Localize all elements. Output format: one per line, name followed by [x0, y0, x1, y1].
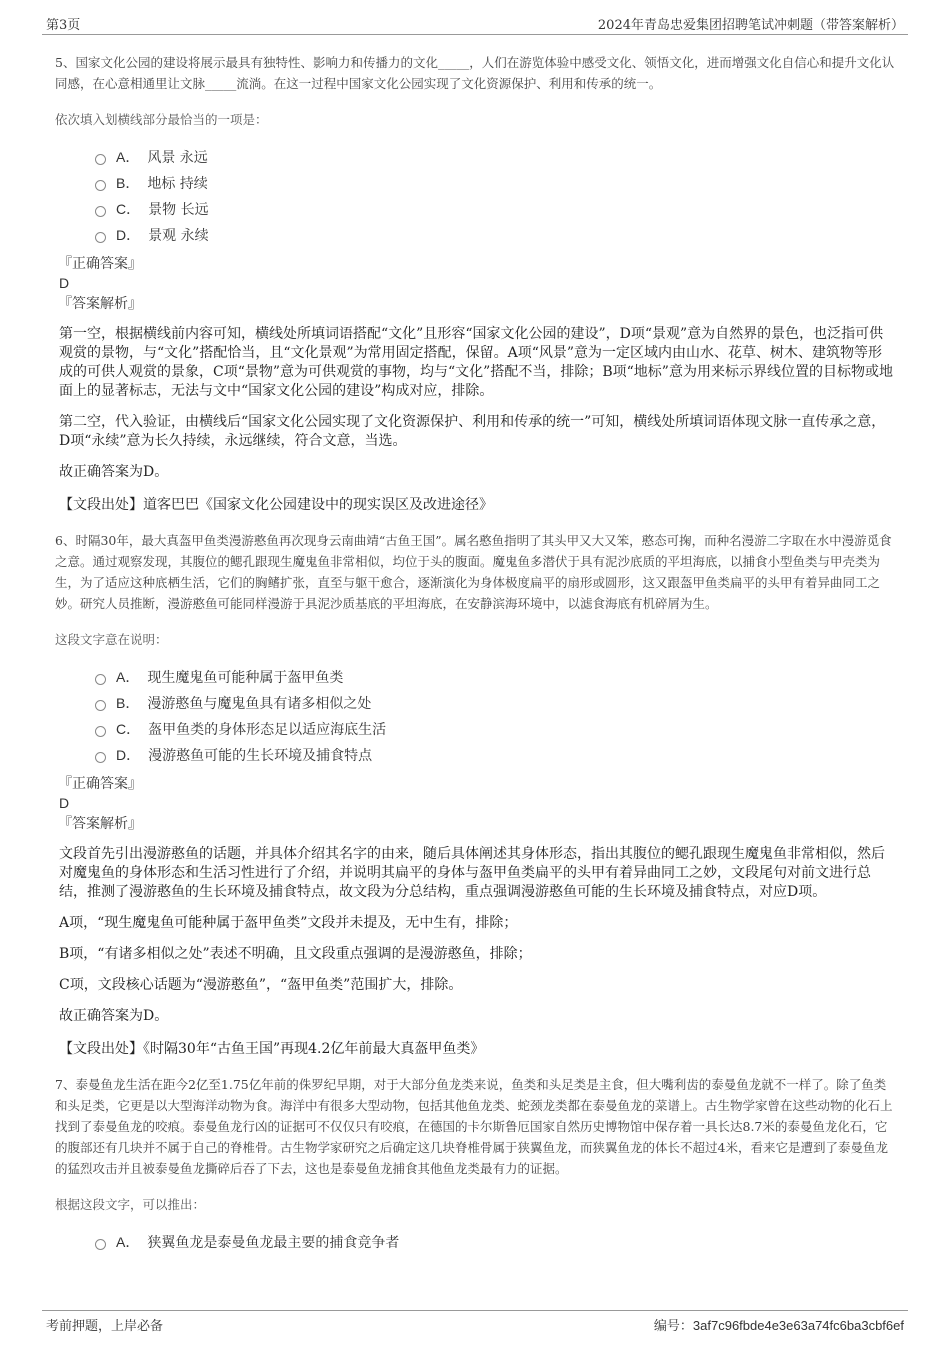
analysis-paragraph: B项，“有诸多相似之处”表述不明确，且文段重点强调的是漫游憨鱼，排除；: [59, 946, 532, 962]
radio-icon[interactable]: [95, 232, 106, 243]
analysis-paragraph: 文段首先引出漫游憨鱼的话题，并具体介绍其名字的由来，随后具体阐述其身体形态，指出其腹位的鳃孔跟现生魔鬼鱼非常相似，然后对魔鬼鱼的身体形态和生活习性进行了介绍，并说明其扁平的身体与盔甲鱼类扁平的头甲有着异曲同工之妙，文段尾句对前文进行总结，推测了漫游憨鱼的生长环境及捕食特点，故文段为分总结构，重点强调漫游憨鱼可能的生长环境及捕食特点，对应D项。: [59, 846, 885, 900]
option-a[interactable]: A． 狭翼鱼龙是泰曼鱼龙最主要的捕食竞争者: [95, 1229, 895, 1255]
option-b[interactable]: B． 地标 持续: [95, 170, 895, 196]
correct-answer: D: [59, 795, 70, 811]
option-c[interactable]: C． 景物 长远: [95, 196, 895, 222]
option-list: [95, 1229, 895, 1255]
question-5: [55, 52, 895, 514]
footer-slogan: 考前押题，上岸必备: [46, 1319, 164, 1334]
option-a[interactable]: A． 现生魔鬼鱼可能种属于盔甲鱼类: [95, 664, 895, 690]
analysis-paragraph: 故正确答案为D。: [59, 464, 169, 480]
analysis-paragraph: A项，“现生魔鬼鱼可能种属于盔甲鱼类”文段并未提及，无中生有，排除；: [59, 915, 518, 931]
analysis: [59, 845, 895, 1026]
radio-icon[interactable]: [95, 752, 106, 763]
document-body: [55, 52, 895, 1261]
document-id: 编号：3af7c96fbde4e3e63a74fc6ba3cbf6ef: [653, 1318, 904, 1333]
option-d[interactable]: D． 景观 永续: [95, 222, 895, 248]
analysis-label: 『答案解析』: [58, 816, 142, 832]
analysis-paragraph: 故正确答案为D。: [59, 1008, 169, 1024]
correct-answer-label: 『正确答案』: [58, 776, 142, 792]
analysis-paragraph: 第二空，代入验证，由横线后“国家文化公园实现了文化资源保护、利用和传承的统一”可知，横线处所填词语体现文脉一直传承之意，D项“永续”意为长久持续，永远继续，符合文意，当选。: [59, 414, 886, 449]
question-7: [55, 1074, 895, 1255]
page-number: 第3页: [46, 18, 81, 33]
option-c[interactable]: C． 盔甲鱼类的身体形态足以适应海底生活: [95, 716, 895, 742]
radio-icon[interactable]: [95, 206, 106, 217]
question-prompt: 依次填入划横线部分最恰当的一项是：: [55, 112, 268, 127]
question-text: 7、泰曼鱼龙生活在距今2亿至1.75亿年前的侏罗纪早期，对于大部分鱼龙类来说，鱼类和头足类是主食，但大嘴利齿的泰曼鱼龙就不一样了。除了鱼类和头足类，它更是以大型海洋动物为食。海洋中有很多大型动物，包括其他鱼龙类、蛇颈龙类都在泰曼鱼龙的菜谱上。古生物学家曾在这些动物的化石上找到了泰曼鱼龙的咬痕。泰曼鱼龙行凶的证据可不仅仅只有咬痕，在德国的卡尔斯鲁厄国家自然历史博物馆中保存着一具长达8.7米的泰曼鱼龙化石，它的腹部还有几块并不属于自己的脊椎骨。古生物学家研究之后确定这几块脊椎骨属于狭翼鱼龙，而狭翼鱼龙的体长不超过4米，看来它是遭到了泰曼鱼龙的猛烈攻击并且被泰曼鱼龙撕碎后吞了下去，这也是泰曼鱼龙捕食其他鱼龙类最有力的证据。: [55, 1077, 893, 1176]
option-list: [95, 144, 895, 248]
analysis-paragraph: C项，文段核心话题为“漫游憨鱼”，“盔甲鱼类”范围扩大，排除。: [59, 977, 463, 993]
page-header: [42, 12, 908, 35]
analysis-label: 『答案解析』: [58, 296, 142, 312]
radio-icon[interactable]: [95, 726, 106, 737]
question-text: 5、国家文化公园的建设将展示最具有独特性、影响力和传播力的文化_____，人们在游览体验中感受文化、领悟文化，进而增强文化自信心和提升文化认同感，在心意相通里让文脉_____流淌。在这一过程中国家文化公园实现了文化资源保护、利用和传承的统一。: [55, 55, 895, 91]
radio-icon[interactable]: [95, 700, 106, 711]
option-list: [95, 664, 895, 768]
radio-icon[interactable]: [95, 154, 106, 165]
correct-answer-label: 『正确答案』: [58, 256, 142, 272]
question-prompt: 根据这段文字，可以推出：: [55, 1197, 206, 1212]
radio-icon[interactable]: [95, 180, 106, 191]
radio-icon[interactable]: [95, 1239, 106, 1250]
option-a[interactable]: A． 风景 永远: [95, 144, 895, 170]
source-citation: 【文段出处】《时隔30年“古鱼王国”再现4.2亿年前最大真盔甲鱼类》: [59, 1041, 485, 1057]
question-text: 6、时隔30年，最大真盔甲鱼类漫游憨鱼再次现身云南曲靖“古鱼王国”。属名憨鱼指明了其头甲又大又笨，憨态可掬，而种名漫游二字取在水中漫游觅食之意。通过观察发现，其腹位的鳃孔跟现生魔鬼鱼非常相似，均位于头的腹面。魔鬼鱼多潜伏于具有泥沙底质的平坦海底，以捕食小型鱼类与甲壳类为生，为了适应这种底栖生活，它们的胸鳍扩张，直至与躯干愈合，逐渐演化为身体极度扁平的扇形或圆形，这又跟盔甲鱼类扁平的头甲有着异曲同工之妙。研究人员推断，漫游憨鱼可能同样漫游于具泥沙质基底的平坦海底，在安静滨海环境中，以滤食海底有机碎屑为生。: [55, 533, 892, 611]
analysis: [59, 325, 895, 482]
document-title: 2024年青岛忠爱集团招聘笔试冲刺题（带答案解析）: [597, 18, 904, 33]
page-footer: [42, 1310, 908, 1335]
option-b[interactable]: B． 漫游憨鱼与魔鬼鱼具有诸多相似之处: [95, 690, 895, 716]
analysis-paragraph: 第一空，根据横线前内容可知，横线处所填词语搭配“文化”且形容“国家文化公园的建设”，D项“景观”意为自然界的景色，也泛指可供观赏的景物，与“文化”搭配恰当，且“文化景观”为常用固定搭配，保留。A项“风景”意为一定区域内由山水、花草、树木、建筑物等形成的可供人观赏的景象，C项“景物”意为可供观赏的事物，均与“文化”搭配不当，排除；B项“地标”意为用来标示界线位置的目标物或地面上的显著标志，无法与文中“国家文化公园的建设”构成对应，排除。: [59, 326, 893, 399]
option-d[interactable]: D． 漫游憨鱼可能的生长环境及捕食特点: [95, 742, 895, 768]
source-citation: 【文段出处】道客巴巴《国家文化公园建设中的现实误区及改进途径》: [59, 497, 493, 513]
correct-answer: D: [59, 275, 70, 291]
radio-icon[interactable]: [95, 674, 106, 685]
question-6: [55, 530, 895, 1058]
question-prompt: 这段文字意在说明：: [55, 632, 168, 647]
